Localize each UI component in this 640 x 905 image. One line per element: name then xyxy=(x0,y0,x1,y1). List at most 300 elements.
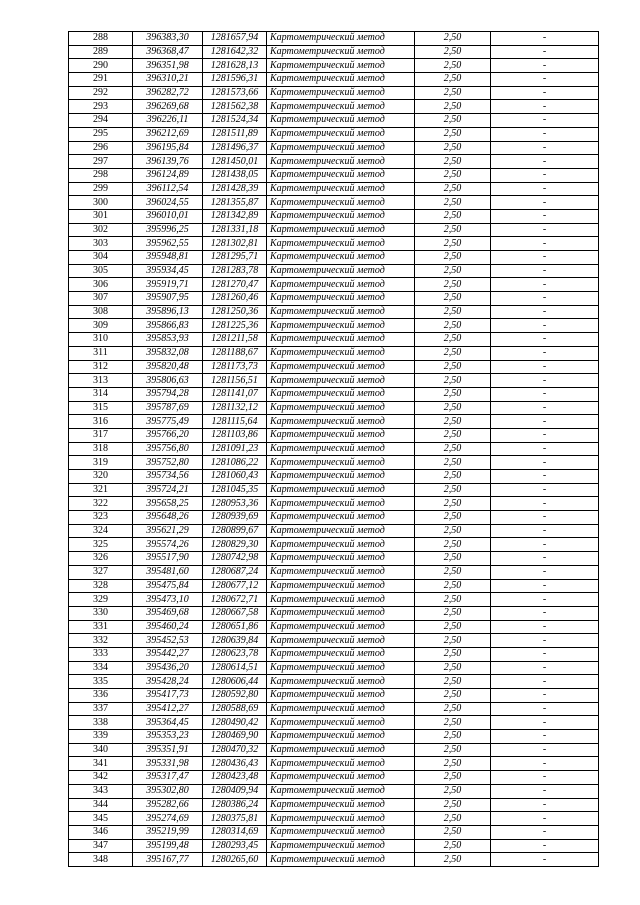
note-cell: - xyxy=(491,319,599,333)
note-cell: - xyxy=(491,305,599,319)
y-coordinate: 1281225,36 xyxy=(203,319,267,333)
method-cell: Картометрический метод xyxy=(267,825,415,839)
point-number: 296 xyxy=(69,141,133,155)
table-row xyxy=(69,579,599,593)
accuracy-cell: 2,50 xyxy=(415,675,491,689)
method-cell: Картометрический метод xyxy=(267,757,415,771)
note-cell: - xyxy=(491,784,599,798)
method-cell: Картометрический метод xyxy=(267,456,415,470)
y-coordinate: 1280606,44 xyxy=(203,675,267,689)
table-row xyxy=(69,839,599,853)
x-coordinate: 395756,80 xyxy=(133,442,203,456)
point-number: 312 xyxy=(69,360,133,374)
y-coordinate: 1281562,38 xyxy=(203,100,267,114)
note-cell: - xyxy=(491,346,599,360)
method-cell: Картометрический метод xyxy=(267,538,415,552)
note-cell: - xyxy=(491,100,599,114)
note-cell: - xyxy=(491,456,599,470)
table-row xyxy=(69,620,599,634)
note-cell: - xyxy=(491,168,599,182)
accuracy-cell: 2,50 xyxy=(415,812,491,826)
method-cell: Картометрический метод xyxy=(267,278,415,292)
x-coordinate: 396112,54 xyxy=(133,182,203,196)
accuracy-cell: 2,50 xyxy=(415,387,491,401)
note-cell: - xyxy=(491,730,599,744)
accuracy-cell: 2,50 xyxy=(415,114,491,128)
accuracy-cell: 2,50 xyxy=(415,100,491,114)
y-coordinate: 1280953,36 xyxy=(203,497,267,511)
y-coordinate: 1280829,30 xyxy=(203,538,267,552)
table-row xyxy=(69,634,599,648)
y-coordinate: 1281628,13 xyxy=(203,59,267,73)
accuracy-cell: 2,50 xyxy=(415,538,491,552)
x-coordinate: 395436,20 xyxy=(133,661,203,675)
method-cell: Картометрический метод xyxy=(267,168,415,182)
table-row xyxy=(69,702,599,716)
point-number: 295 xyxy=(69,127,133,141)
table-row xyxy=(69,387,599,401)
accuracy-cell: 2,50 xyxy=(415,168,491,182)
note-cell: - xyxy=(491,606,599,620)
note-cell: - xyxy=(491,771,599,785)
method-cell: Картометрический метод xyxy=(267,319,415,333)
accuracy-cell: 2,50 xyxy=(415,497,491,511)
point-number: 343 xyxy=(69,784,133,798)
table-row xyxy=(69,319,599,333)
accuracy-cell: 2,50 xyxy=(415,524,491,538)
table-row xyxy=(69,565,599,579)
accuracy-cell: 2,50 xyxy=(415,292,491,306)
accuracy-cell: 2,50 xyxy=(415,127,491,141)
table-row xyxy=(69,237,599,251)
method-cell: Картометрический метод xyxy=(267,470,415,484)
point-number: 288 xyxy=(69,32,133,46)
method-cell: Картометрический метод xyxy=(267,428,415,442)
table-row xyxy=(69,456,599,470)
y-coordinate: 1280469,90 xyxy=(203,730,267,744)
note-cell: - xyxy=(491,209,599,223)
point-number: 306 xyxy=(69,278,133,292)
method-cell: Картометрический метод xyxy=(267,511,415,525)
method-cell: Картометрический метод xyxy=(267,223,415,237)
method-cell: Картометрический метод xyxy=(267,798,415,812)
x-coordinate: 396212,69 xyxy=(133,127,203,141)
note-cell: - xyxy=(491,825,599,839)
table-row xyxy=(69,593,599,607)
note-cell: - xyxy=(491,511,599,525)
note-cell: - xyxy=(491,634,599,648)
point-number: 337 xyxy=(69,702,133,716)
note-cell: - xyxy=(491,689,599,703)
method-cell: Картометрический метод xyxy=(267,114,415,128)
note-cell: - xyxy=(491,716,599,730)
point-number: 334 xyxy=(69,661,133,675)
note-cell: - xyxy=(491,839,599,853)
table-row xyxy=(69,59,599,73)
point-number: 347 xyxy=(69,839,133,853)
point-number: 302 xyxy=(69,223,133,237)
table-row xyxy=(69,182,599,196)
accuracy-cell: 2,50 xyxy=(415,442,491,456)
point-number: 308 xyxy=(69,305,133,319)
x-coordinate: 395351,91 xyxy=(133,743,203,757)
method-cell: Картометрический метод xyxy=(267,483,415,497)
point-number: 315 xyxy=(69,401,133,415)
x-coordinate: 395934,45 xyxy=(133,264,203,278)
accuracy-cell: 2,50 xyxy=(415,346,491,360)
accuracy-cell: 2,50 xyxy=(415,470,491,484)
table-row xyxy=(69,141,599,155)
method-cell: Картометрический метод xyxy=(267,606,415,620)
table-row xyxy=(69,825,599,839)
method-cell: Картометрический метод xyxy=(267,415,415,429)
y-coordinate: 1281355,87 xyxy=(203,196,267,210)
y-coordinate: 1280314,69 xyxy=(203,825,267,839)
y-coordinate: 1280293,45 xyxy=(203,839,267,853)
note-cell: - xyxy=(491,401,599,415)
y-coordinate: 1281141,07 xyxy=(203,387,267,401)
x-coordinate: 395648,26 xyxy=(133,511,203,525)
y-coordinate: 1280265,60 xyxy=(203,853,267,867)
x-coordinate: 395658,25 xyxy=(133,497,203,511)
y-coordinate: 1281524,34 xyxy=(203,114,267,128)
y-coordinate: 1281283,78 xyxy=(203,264,267,278)
x-coordinate: 395473,10 xyxy=(133,593,203,607)
point-number: 333 xyxy=(69,647,133,661)
x-coordinate: 395907,95 xyxy=(133,292,203,306)
method-cell: Картометрический метод xyxy=(267,743,415,757)
accuracy-cell: 2,50 xyxy=(415,223,491,237)
note-cell: - xyxy=(491,155,599,169)
method-cell: Картометрический метод xyxy=(267,647,415,661)
note-cell: - xyxy=(491,127,599,141)
x-coordinate: 396024,55 xyxy=(133,196,203,210)
accuracy-cell: 2,50 xyxy=(415,59,491,73)
table-row xyxy=(69,305,599,319)
x-coordinate: 395353,23 xyxy=(133,730,203,744)
point-number: 305 xyxy=(69,264,133,278)
table-row xyxy=(69,661,599,675)
x-coordinate: 395962,55 xyxy=(133,237,203,251)
point-number: 292 xyxy=(69,86,133,100)
note-cell: - xyxy=(491,442,599,456)
point-number: 314 xyxy=(69,387,133,401)
point-number: 346 xyxy=(69,825,133,839)
table-row xyxy=(69,538,599,552)
point-number: 298 xyxy=(69,168,133,182)
y-coordinate: 1281173,73 xyxy=(203,360,267,374)
note-cell: - xyxy=(491,45,599,59)
point-number: 321 xyxy=(69,483,133,497)
method-cell: Картометрический метод xyxy=(267,100,415,114)
x-coordinate: 395282,66 xyxy=(133,798,203,812)
method-cell: Картометрический метод xyxy=(267,264,415,278)
method-cell: Картометрический метод xyxy=(267,839,415,853)
method-cell: Картометрический метод xyxy=(267,237,415,251)
note-cell: - xyxy=(491,360,599,374)
method-cell: Картометрический метод xyxy=(267,401,415,415)
x-coordinate: 395574,26 xyxy=(133,538,203,552)
table-row xyxy=(69,374,599,388)
y-coordinate: 1281295,71 xyxy=(203,251,267,265)
note-cell: - xyxy=(491,675,599,689)
method-cell: Картометрический метод xyxy=(267,182,415,196)
method-cell: Картометрический метод xyxy=(267,784,415,798)
note-cell: - xyxy=(491,757,599,771)
y-coordinate: 1280651,86 xyxy=(203,620,267,634)
table-row xyxy=(69,127,599,141)
note-cell: - xyxy=(491,251,599,265)
x-coordinate: 395219,99 xyxy=(133,825,203,839)
table-row xyxy=(69,524,599,538)
x-coordinate: 395775,49 xyxy=(133,415,203,429)
note-cell: - xyxy=(491,374,599,388)
x-coordinate: 395469,68 xyxy=(133,606,203,620)
note-cell: - xyxy=(491,538,599,552)
coordinates-table xyxy=(68,31,599,867)
note-cell: - xyxy=(491,647,599,661)
table-row xyxy=(69,223,599,237)
accuracy-cell: 2,50 xyxy=(415,579,491,593)
y-coordinate: 1281270,47 xyxy=(203,278,267,292)
point-number: 344 xyxy=(69,798,133,812)
accuracy-cell: 2,50 xyxy=(415,360,491,374)
table-row xyxy=(69,100,599,114)
point-number: 304 xyxy=(69,251,133,265)
point-number: 317 xyxy=(69,428,133,442)
x-coordinate: 395302,80 xyxy=(133,784,203,798)
table-row xyxy=(69,196,599,210)
method-cell: Картометрический метод xyxy=(267,524,415,538)
table-row xyxy=(69,251,599,265)
method-cell: Картометрический метод xyxy=(267,209,415,223)
accuracy-cell: 2,50 xyxy=(415,237,491,251)
point-number: 336 xyxy=(69,689,133,703)
accuracy-cell: 2,50 xyxy=(415,456,491,470)
x-coordinate: 396351,98 xyxy=(133,59,203,73)
table-row xyxy=(69,292,599,306)
accuracy-cell: 2,50 xyxy=(415,73,491,87)
x-coordinate: 396310,21 xyxy=(133,73,203,87)
point-number: 328 xyxy=(69,579,133,593)
point-number: 294 xyxy=(69,114,133,128)
x-coordinate: 395274,69 xyxy=(133,812,203,826)
x-coordinate: 396124,89 xyxy=(133,168,203,182)
accuracy-cell: 2,50 xyxy=(415,689,491,703)
method-cell: Картометрический метод xyxy=(267,675,415,689)
note-cell: - xyxy=(491,743,599,757)
point-number: 339 xyxy=(69,730,133,744)
accuracy-cell: 2,50 xyxy=(415,565,491,579)
x-coordinate: 395452,53 xyxy=(133,634,203,648)
point-number: 310 xyxy=(69,333,133,347)
note-cell: - xyxy=(491,579,599,593)
y-coordinate: 1281250,36 xyxy=(203,305,267,319)
x-coordinate: 395919,71 xyxy=(133,278,203,292)
x-coordinate: 395475,84 xyxy=(133,579,203,593)
point-number: 327 xyxy=(69,565,133,579)
table-row xyxy=(69,552,599,566)
accuracy-cell: 2,50 xyxy=(415,757,491,771)
point-number: 342 xyxy=(69,771,133,785)
method-cell: Картометрический метод xyxy=(267,32,415,46)
y-coordinate: 1280667,58 xyxy=(203,606,267,620)
x-coordinate: 395794,28 xyxy=(133,387,203,401)
method-cell: Картометрический метод xyxy=(267,716,415,730)
y-coordinate: 1280639,84 xyxy=(203,634,267,648)
table-row xyxy=(69,155,599,169)
x-coordinate: 396269,68 xyxy=(133,100,203,114)
x-coordinate: 395724,21 xyxy=(133,483,203,497)
note-cell: - xyxy=(491,141,599,155)
y-coordinate: 1280687,24 xyxy=(203,565,267,579)
y-coordinate: 1280614,51 xyxy=(203,661,267,675)
note-cell: - xyxy=(491,292,599,306)
table-row xyxy=(69,771,599,785)
note-cell: - xyxy=(491,196,599,210)
x-coordinate: 396139,76 xyxy=(133,155,203,169)
x-coordinate: 395866,83 xyxy=(133,319,203,333)
point-number: 303 xyxy=(69,237,133,251)
accuracy-cell: 2,50 xyxy=(415,606,491,620)
accuracy-cell: 2,50 xyxy=(415,196,491,210)
point-number: 311 xyxy=(69,346,133,360)
y-coordinate: 1281511,89 xyxy=(203,127,267,141)
table-row xyxy=(69,784,599,798)
x-coordinate: 395442,27 xyxy=(133,647,203,661)
y-coordinate: 1281060,43 xyxy=(203,470,267,484)
y-coordinate: 1280939,69 xyxy=(203,511,267,525)
note-cell: - xyxy=(491,237,599,251)
y-coordinate: 1281086,22 xyxy=(203,456,267,470)
y-coordinate: 1281045,35 xyxy=(203,483,267,497)
note-cell: - xyxy=(491,798,599,812)
y-coordinate: 1280386,24 xyxy=(203,798,267,812)
x-coordinate: 395364,45 xyxy=(133,716,203,730)
table-row xyxy=(69,428,599,442)
y-coordinate: 1280592,80 xyxy=(203,689,267,703)
y-coordinate: 1281657,94 xyxy=(203,32,267,46)
note-cell: - xyxy=(491,86,599,100)
point-number: 316 xyxy=(69,415,133,429)
table-row xyxy=(69,730,599,744)
table-row xyxy=(69,86,599,100)
note-cell: - xyxy=(491,182,599,196)
accuracy-cell: 2,50 xyxy=(415,428,491,442)
x-coordinate: 395766,20 xyxy=(133,428,203,442)
x-coordinate: 395806,63 xyxy=(133,374,203,388)
table-row xyxy=(69,716,599,730)
x-coordinate: 396383,30 xyxy=(133,32,203,46)
accuracy-cell: 2,50 xyxy=(415,209,491,223)
x-coordinate: 396368,47 xyxy=(133,45,203,59)
accuracy-cell: 2,50 xyxy=(415,278,491,292)
method-cell: Картометрический метод xyxy=(267,497,415,511)
method-cell: Картометрический метод xyxy=(267,333,415,347)
point-number: 299 xyxy=(69,182,133,196)
y-coordinate: 1280423,48 xyxy=(203,771,267,785)
y-coordinate: 1280899,67 xyxy=(203,524,267,538)
point-number: 300 xyxy=(69,196,133,210)
point-number: 326 xyxy=(69,552,133,566)
point-number: 307 xyxy=(69,292,133,306)
x-coordinate: 395734,56 xyxy=(133,470,203,484)
accuracy-cell: 2,50 xyxy=(415,593,491,607)
accuracy-cell: 2,50 xyxy=(415,374,491,388)
x-coordinate: 395317,47 xyxy=(133,771,203,785)
method-cell: Картометрический метод xyxy=(267,689,415,703)
note-cell: - xyxy=(491,565,599,579)
method-cell: Картометрический метод xyxy=(267,853,415,867)
note-cell: - xyxy=(491,593,599,607)
x-coordinate: 395199,48 xyxy=(133,839,203,853)
table-row xyxy=(69,333,599,347)
method-cell: Картометрический метод xyxy=(267,251,415,265)
y-coordinate: 1280742,98 xyxy=(203,552,267,566)
table-row xyxy=(69,483,599,497)
y-coordinate: 1281260,46 xyxy=(203,292,267,306)
note-cell: - xyxy=(491,620,599,634)
note-cell: - xyxy=(491,73,599,87)
note-cell: - xyxy=(491,428,599,442)
note-cell: - xyxy=(491,853,599,867)
table-row xyxy=(69,401,599,415)
method-cell: Картометрический метод xyxy=(267,127,415,141)
accuracy-cell: 2,50 xyxy=(415,45,491,59)
note-cell: - xyxy=(491,470,599,484)
table-row xyxy=(69,45,599,59)
y-coordinate: 1281132,12 xyxy=(203,401,267,415)
accuracy-cell: 2,50 xyxy=(415,552,491,566)
y-coordinate: 1281450,01 xyxy=(203,155,267,169)
accuracy-cell: 2,50 xyxy=(415,86,491,100)
point-number: 309 xyxy=(69,319,133,333)
accuracy-cell: 2,50 xyxy=(415,141,491,155)
table-row xyxy=(69,278,599,292)
x-coordinate: 395621,29 xyxy=(133,524,203,538)
y-coordinate: 1281438,05 xyxy=(203,168,267,182)
accuracy-cell: 2,50 xyxy=(415,305,491,319)
y-coordinate: 1281156,51 xyxy=(203,374,267,388)
y-coordinate: 1281342,89 xyxy=(203,209,267,223)
table-row xyxy=(69,73,599,87)
table-row xyxy=(69,743,599,757)
accuracy-cell: 2,50 xyxy=(415,798,491,812)
table-row xyxy=(69,264,599,278)
accuracy-cell: 2,50 xyxy=(415,483,491,497)
point-number: 291 xyxy=(69,73,133,87)
accuracy-cell: 2,50 xyxy=(415,319,491,333)
point-number: 297 xyxy=(69,155,133,169)
note-cell: - xyxy=(491,278,599,292)
table-body xyxy=(69,32,599,867)
point-number: 289 xyxy=(69,45,133,59)
point-number: 331 xyxy=(69,620,133,634)
point-number: 335 xyxy=(69,675,133,689)
note-cell: - xyxy=(491,32,599,46)
x-coordinate: 395167,77 xyxy=(133,853,203,867)
point-number: 348 xyxy=(69,853,133,867)
accuracy-cell: 2,50 xyxy=(415,839,491,853)
point-number: 290 xyxy=(69,59,133,73)
method-cell: Картометрический метод xyxy=(267,374,415,388)
y-coordinate: 1280588,69 xyxy=(203,702,267,716)
point-number: 293 xyxy=(69,100,133,114)
table-row xyxy=(69,853,599,867)
table-row xyxy=(69,114,599,128)
accuracy-cell: 2,50 xyxy=(415,511,491,525)
note-cell: - xyxy=(491,661,599,675)
